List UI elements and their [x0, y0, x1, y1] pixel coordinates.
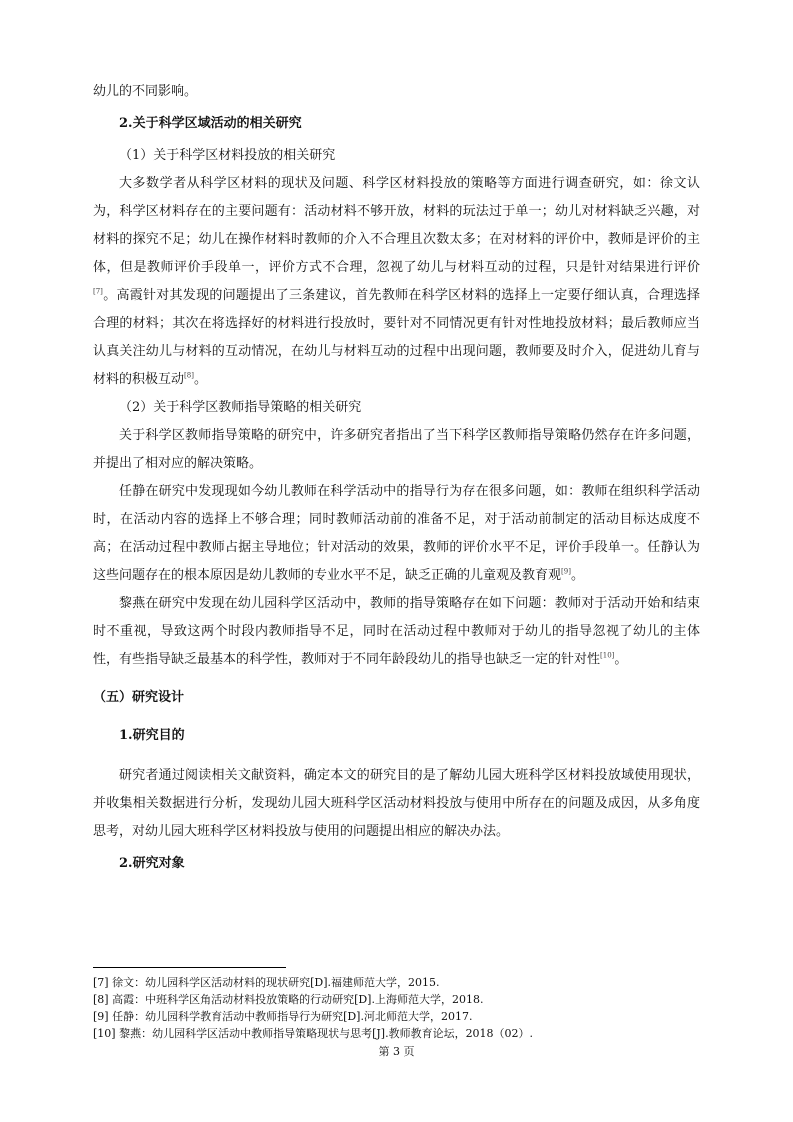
- body-text: [93, 78, 700, 882]
- footnote-divider: [93, 967, 286, 968]
- paragraph-research-purpose: 研究者通过阅读相关文献资料，确定本文的研究目的是了解幼儿园大班科学区材料投放域使用现状，并收集相关数据进行分析，发现幼儿园大班科学区活动材料投放与使用中所存在的问题及成因，从多角度思考，对幼儿园大班科学区材料投放与使用的问题提出相应的解决办法。: [93, 768, 700, 839]
- paragraph-text: 。: [570, 568, 584, 583]
- heading-teacher-guidance-research: （2）关于科学区教师指导策略的相关研究: [119, 400, 362, 415]
- paragraph-renjing-research: [93, 478, 700, 590]
- heading-science-area-research: 2.关于科学区域活动的相关研究: [119, 116, 302, 131]
- footnote-item: [9] 任静：幼儿园科学教育活动中教师指导行为研究[D].河北师范大学，2017.: [93, 1010, 473, 1023]
- citation-ref: [8]: [184, 371, 194, 380]
- footnote-item: [7] 徐文：幼儿园科学区活动材料的现状研究[D].福建师范大学，2015.: [93, 976, 440, 989]
- citation-ref: [10]: [600, 651, 615, 660]
- citation-ref: [7]: [93, 287, 103, 296]
- heading-research-purpose: 1.研究目的: [119, 728, 185, 743]
- page-number: 第 3 页: [378, 1045, 415, 1058]
- paragraph-text: 。: [614, 652, 628, 667]
- paragraph-material-research: [93, 170, 700, 394]
- paragraph-text: 大多数学者从科学区材料的现状及问题、科学区材料投放的策略等方面进行调查研究，如：徐文认为，科学区材料存在的主要问题有：活动材料不够开放，材料的玩法过于单一；幼儿对材料缺乏兴趣，对材料的探究不足；幼儿在操作材料时教师的介入不合理且次数太多；在对材料的评价中，教师是评价的主体，但是教师评价手段单一，评价方式不合理，忽视了幼儿与材料互动的过程，只是针对结果进行评价: [93, 176, 700, 275]
- citation-ref: [9]: [561, 567, 571, 576]
- paragraph-text: 。高霞针对其发现的问题提出了三条建议，首先教师在科学区材料的选择上一定要仔细认真，合理选择合理的材料；其次在将选择好的材料进行投放时，要针对不同情况更有针对性地投放材料；最后教师应当认真关注幼儿与材料的互动情况，在幼儿与材料互动的过程中出现问题，教师要及时介入，促进幼儿育与材料的积极互动: [93, 288, 700, 387]
- paragraph-continuation: 幼儿的不同影响。: [93, 84, 198, 99]
- heading-research-subjects: 2.研究对象: [119, 856, 185, 871]
- paragraph-guidance-overview: 关于科学区教师指导策略的研究中，许多研究者指出了当下科学区教师指导策略仍然存在许多问题，并提出了相对应的解决策略。: [93, 428, 700, 471]
- heading-material-placement-research: （1）关于科学区材料投放的相关研究: [119, 148, 336, 163]
- paragraph-text: 黎燕在研究中发现在幼儿园科学区活动中，教师的指导策略存在如下问题：教师对于活动开始和结束时不重视，导致这两个时段内教师指导不足，同时在活动过程中教师对于幼儿的指导忽视了幼儿的主体性，有些指导缺乏最基本的科学性，教师对于不同年龄段幼儿的指导也缺乏一定的针对性: [93, 596, 700, 667]
- footnote-item: [10] 黎燕：幼儿园科学区活动中教师指导策略现状与思考[J].教师教育论坛，2018（02）.: [93, 1027, 534, 1040]
- footnotes: [93, 974, 713, 1042]
- paragraph-text: 。: [193, 372, 207, 387]
- footnote-item: [8] 高霞：中班科学区角活动材料投放策略的行动研究[D].上海师范大学，2018.: [93, 993, 484, 1006]
- paragraph-liyan-research: [93, 590, 700, 674]
- heading-research-design: （五）研究设计: [93, 690, 185, 705]
- paragraph-text: 任静在研究中发现现如今幼儿教师在科学活动中的指导行为存在很多问题，如：教师在组织科学活动时，在活动内容的选择上不够合理；同时教师活动前的准备不足，对于活动前制定的活动目标达成度不高；在活动过程中教师占据主导地位；针对活动的效果，教师的评价水平不足，评价手段单一。任静认为这些问题存在的根本原因是幼儿教师的专业水平不足，缺乏正确的儿童观及教育观: [93, 484, 700, 583]
